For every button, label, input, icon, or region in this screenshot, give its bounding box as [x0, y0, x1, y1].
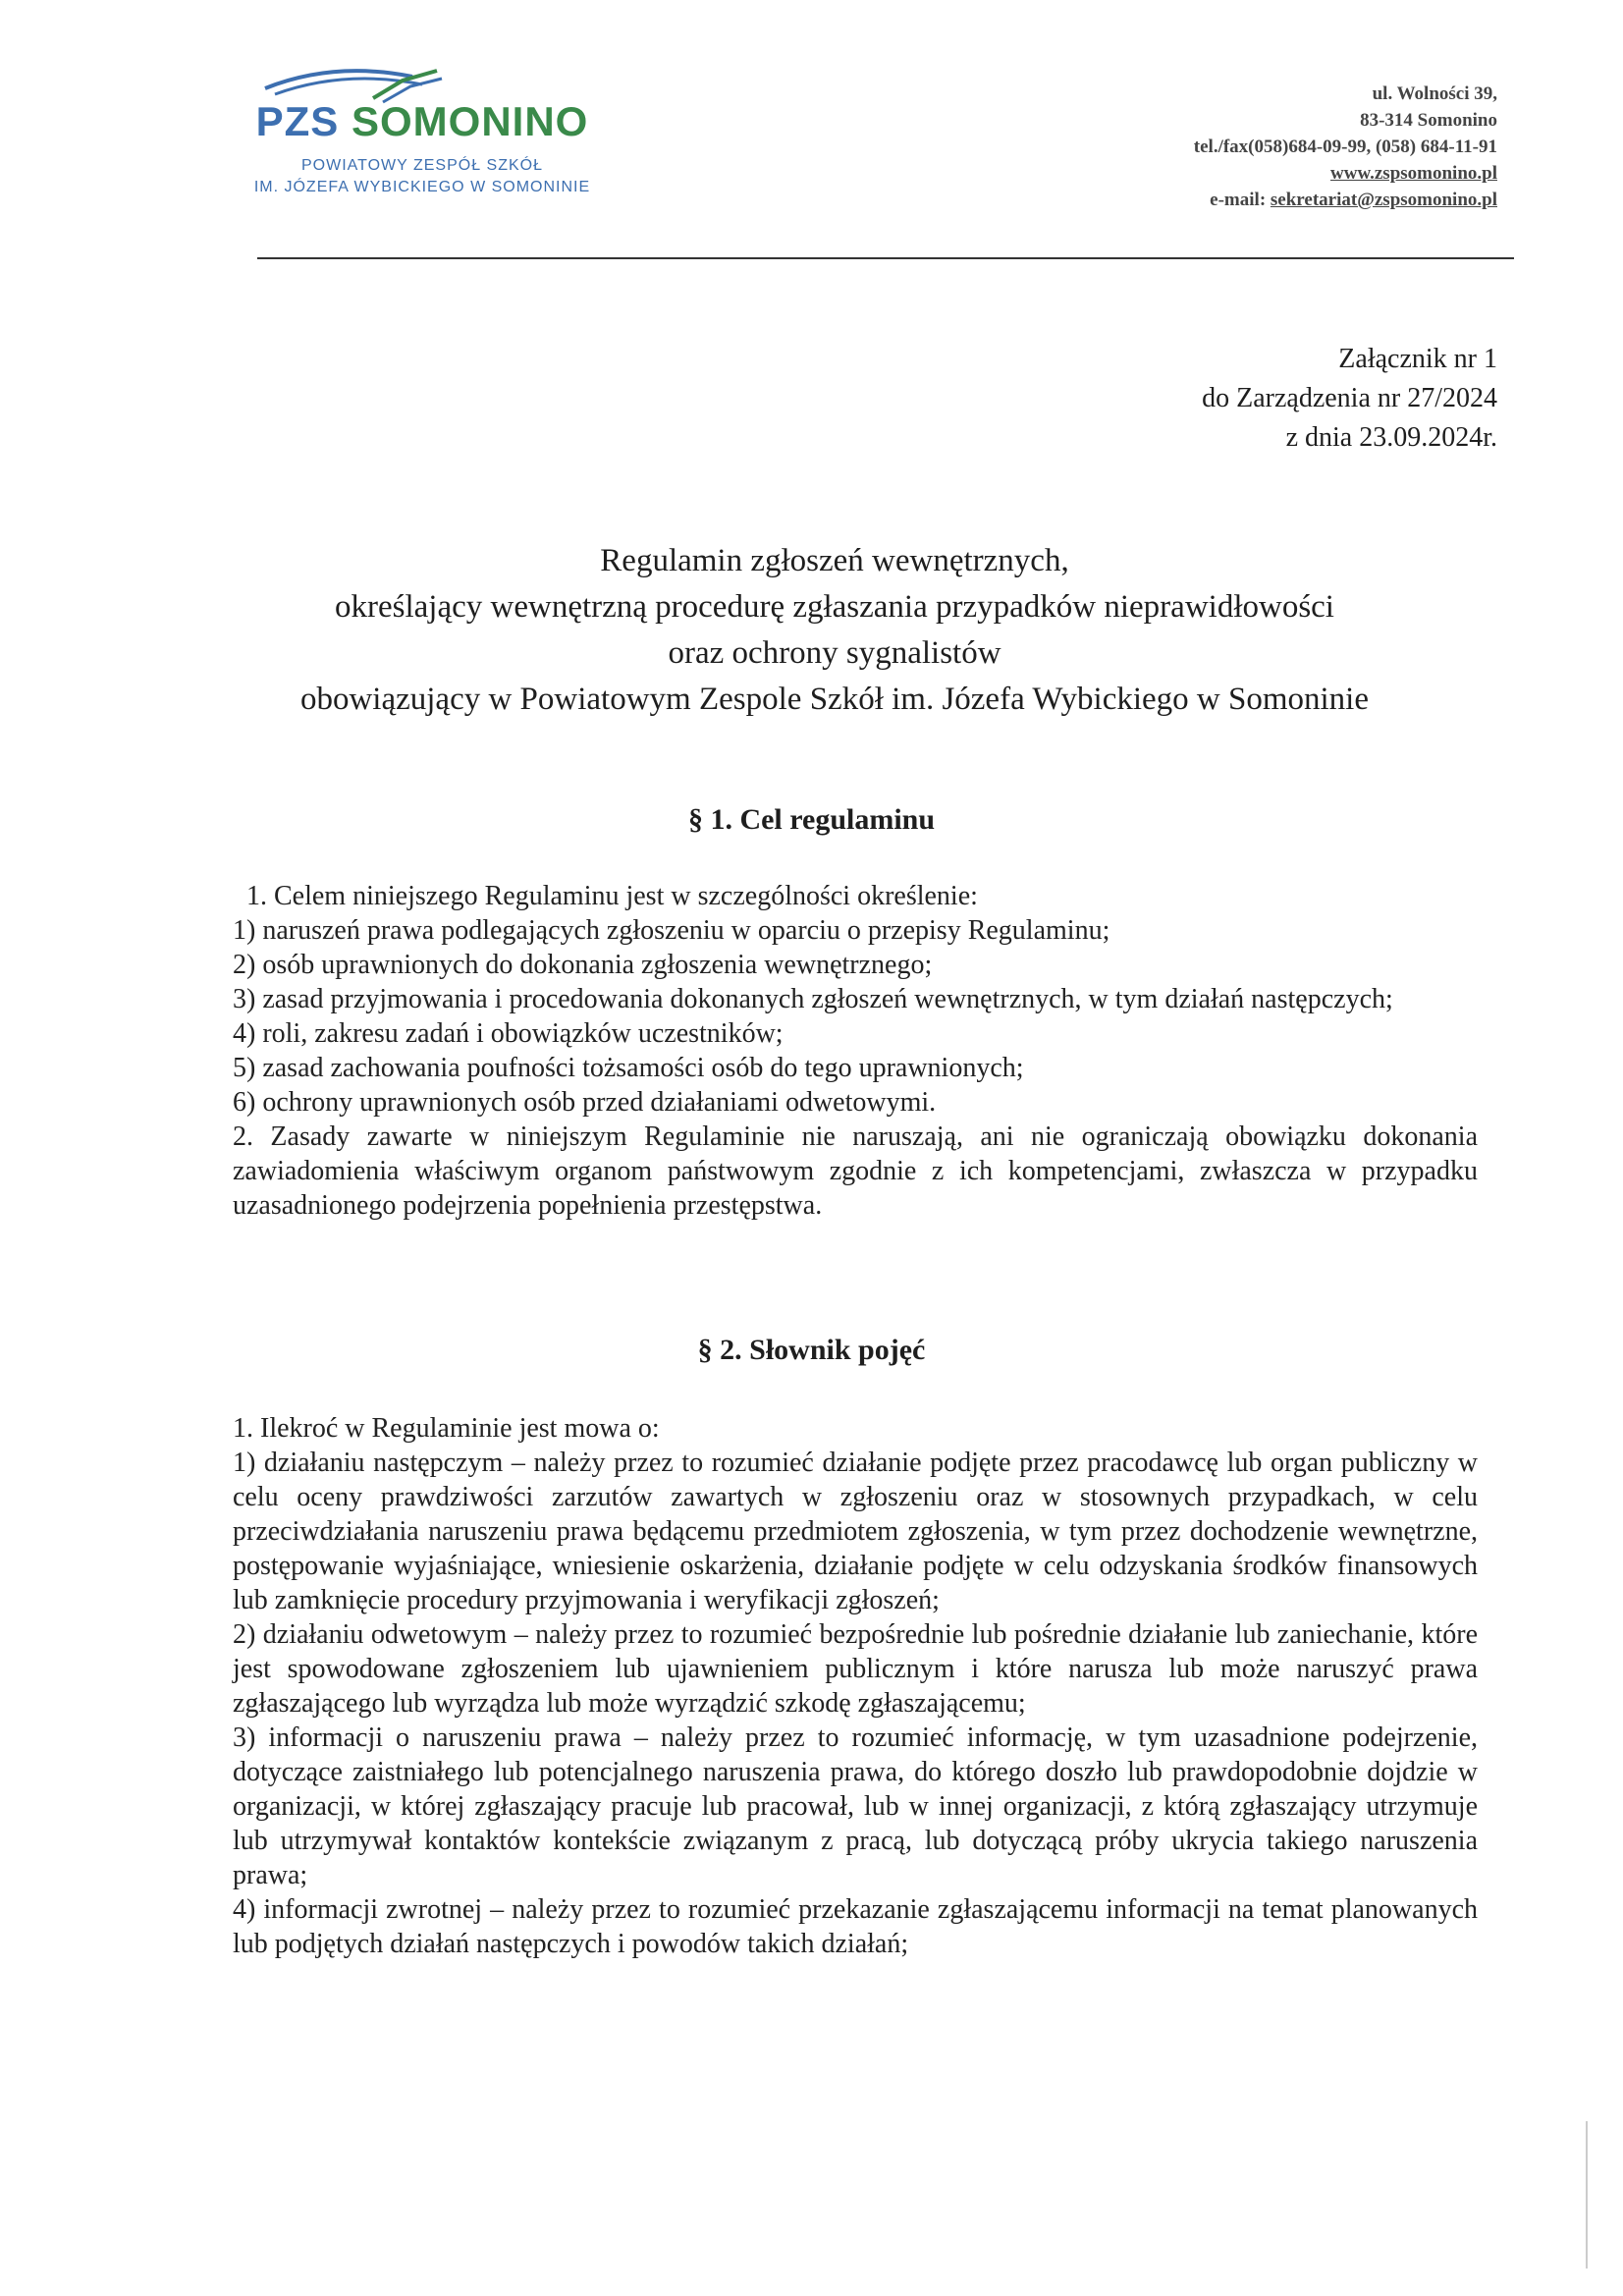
attachment-line-2: do Zarządzenia nr 27/2024 — [1202, 383, 1497, 413]
logo-name — [236, 98, 609, 145]
attachment-line-1: Załącznik nr 1 — [1338, 344, 1497, 374]
address-street: ul. Wolności 39, — [1372, 83, 1497, 104]
section-1-paragraph: 6) ochrony uprawnionych osób przed działaniami odwetowymi. — [233, 1087, 937, 1118]
section-1-heading: § 1. Cel regulaminu — [687, 803, 936, 836]
logo-subtitle-1: POWIATOWY ZESPÓŁ SZKÓŁ — [300, 157, 544, 174]
section-2-heading: § 2. Słownik pojęć — [697, 1334, 926, 1366]
email-link[interactable]: sekretariat@zspsomonino.pl — [1270, 190, 1497, 210]
attachment-reference — [1202, 340, 1497, 458]
section-1-paragraph: 4) roli, zakresu zadań i obowiązków uczestników; — [233, 1018, 784, 1049]
title-line-1: Regulamin zgłoszeń wewnętrznych, — [600, 543, 1069, 578]
section-1-paragraph: 3) zasad przyjmowania i procedowania dokonanych zgłoszeń wewnętrznych, w tym działań następczych; — [233, 984, 1393, 1014]
title-line-4: obowiązujący w Powiatowym Zespole Szkół im. Józefa Wybickiego w Somoninie — [299, 682, 1370, 717]
section-2-paragraph: 2) działaniu odwetowym – należy przez to rozumieć bezpośrednie lub pośrednie działanie lub zaniechanie, które jest spowodowane zgłoszeniem lub ujawnieniem publicznym i które narusza lub może naruszyć prawa zgłaszającego lub wyrządza lub może wyrządzić szkodę zgłaszającemu; — [233, 1619, 1478, 1719]
logo-subtitle-2: IM. JÓZEFA WYBICKIEGO W SOMONINIE — [253, 179, 591, 195]
section-2-paragraph: 1) działaniu następczym – należy przez to rozumieć działanie podjęte przez pracodawcę lub organ publiczny w celu oceny prawdziwości zarzutów zawartych w zgłoszeniu oraz w stosownych przypadkach, w celu przeciwdziałania naruszeniu prawa będącemu przedmiotem zgłoszenia, w tym przez dochodzenie wewnętrzne, postępowanie wyjaśniające, wniesienie oskarżenia, działanie podjęte w celu odzyskania środków finansowych lub zamknięcie procedury przyjmowania i weryfikacji zgłoszeń; — [233, 1448, 1478, 1615]
title-line-2: określający wewnętrzną procedurę zgłaszania przypadków nieprawidłowości — [335, 589, 1334, 625]
address-city: 83-314 Somonino — [1360, 110, 1497, 131]
logo-short: PZS — [255, 98, 340, 144]
section-1-paragraph: 2) osób uprawnionych do dokonania zgłoszenia wewnętrznego; — [233, 950, 933, 980]
section-1-paragraph: 1) naruszeń prawa podlegających zgłoszeniu w oparciu o przepisy Regulaminu; — [233, 915, 1110, 946]
attachment-line-3: z dnia 23.09.2024r. — [1285, 422, 1497, 453]
school-logo — [236, 59, 628, 206]
document-title — [196, 538, 1473, 723]
phone-line: tel./fax(058)684-09-99, (058) 684-11-91 — [1193, 137, 1497, 157]
section-2-paragraph: 1. Ilekroć w Regulaminie jest mowa o: — [233, 1413, 660, 1444]
contact-block — [1194, 81, 1497, 213]
scan-edge-mark — [1586, 2121, 1588, 2269]
website-link[interactable]: www.zspsomonino.pl — [1330, 163, 1497, 184]
section-2-body — [233, 1411, 1478, 1961]
email-label: e-mail: — [1210, 190, 1267, 210]
section-2-paragraph: 4) informacji zwrotnej – należy przez to rozumieć przekazanie zgłaszającemu informacji na temat planowanych lub podjętych działań następczych i powodów takich działań; — [233, 1894, 1478, 1959]
header-divider — [257, 257, 1514, 259]
title-line-3: oraz ochrony sygnalistów — [668, 635, 1001, 671]
section-2-paragraph: 3) informacji o naruszeniu prawa – należy przez to rozumieć informację, w tym uzasadnione podejrzenie, dotyczące zaistniałego lub potencjalnego naruszenia prawa, do którego doszło lub prawdopodobnie dojdzie w organizacji, w której zgłaszający pracuje lub pracował, lub w innej organizacji, z którą zgłaszający utrzymuje lub utrzymywał kontaktów kontekście związanym z pracą, lub dotyczącą próby ukrycia takiego naruszenia prawa; — [233, 1722, 1478, 1890]
section-1-paragraph: 1. Celem niniejszego Regulaminu jest w szczególności określenie: — [246, 881, 978, 911]
section-1-paragraph: 5) zasad zachowania poufności tożsamości osób do tego uprawnionych; — [233, 1053, 1024, 1083]
logo-town: SOMONINO — [352, 98, 589, 144]
section-1-paragraph: 2. Zasady zawarte w niniejszym Regulaminie nie naruszają, ani nie ograniczają obowiązku dokonania zawiadomienia właściwym organom państwowym zgodnie z ich kompetencjami, zwłaszcza w przypadku uzasadnionego podejrzenia popełnienia przestępstwa. — [233, 1121, 1478, 1221]
section-1-body — [233, 879, 1478, 1223]
